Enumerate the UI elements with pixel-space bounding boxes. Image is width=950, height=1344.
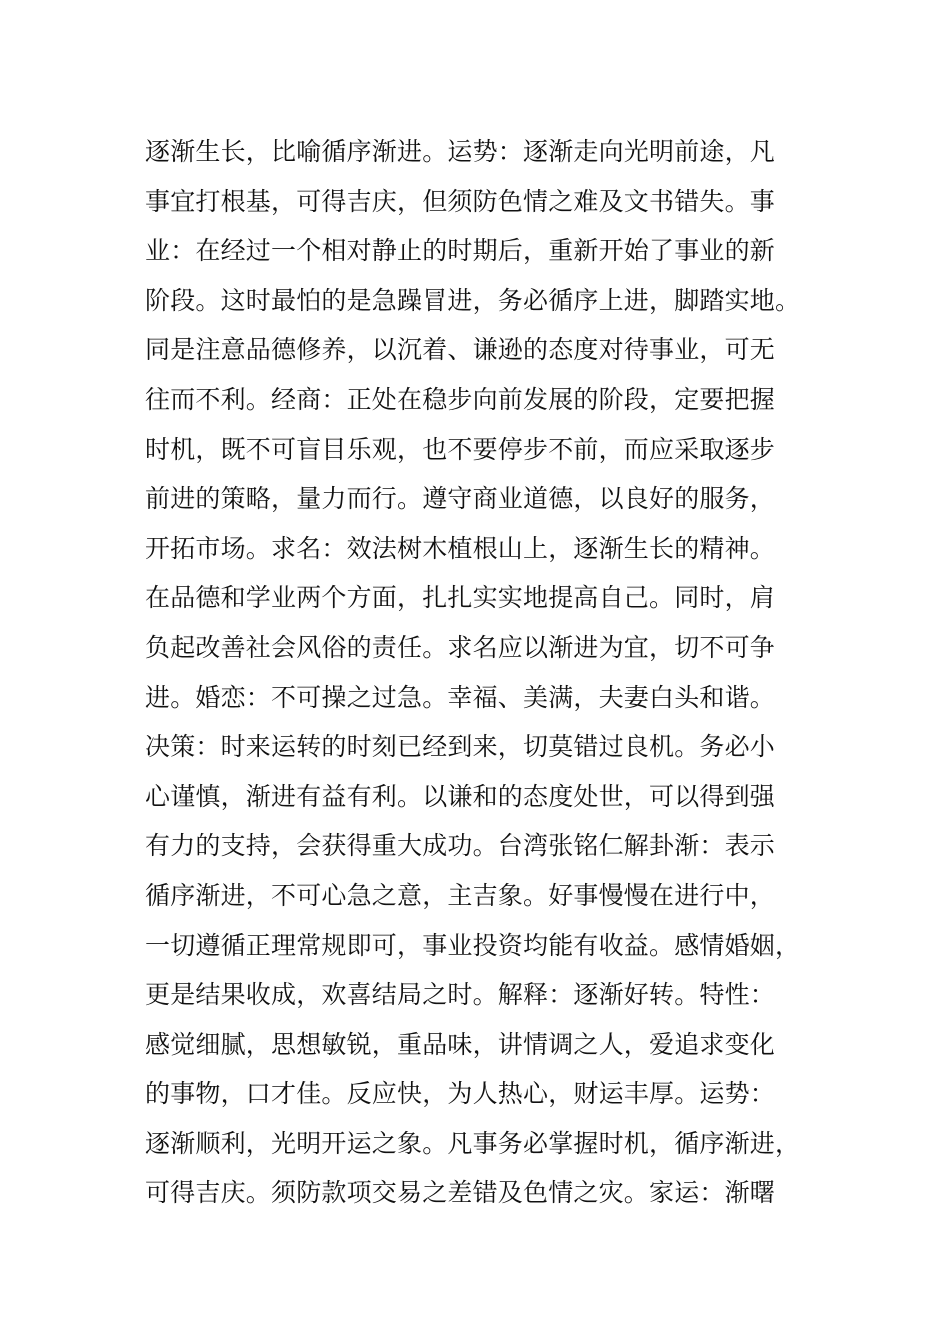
text-line-21: 逐渐顺利，光明开运之象。凡事务必掌握时机，循序渐进，	[145, 1128, 801, 1158]
text-line-5: 同是注意品德修养，以沉着、谦逊的态度对待事业，可无	[145, 335, 776, 365]
text-line-15: 有力的支持，会获得重大成功。台湾张铭仁解卦渐：表示	[145, 831, 776, 861]
text-line-1: 逐渐生长，比喻循序渐进。运势：逐渐走向光明前途，凡	[145, 137, 776, 166]
text-line-17: 一切遵循正理常规即可，事业投资均能有收益。感情婚姻，	[145, 930, 801, 960]
text-line-22: 可得吉庆。须防款项交易之差错及色情之灾。家运：渐曙	[145, 1178, 776, 1208]
text-line-7: 时机，既不可盲目乐观，也不要停步不前，而应采取逐步	[145, 434, 776, 464]
body-text	[145, 127, 805, 1218]
text-line-12: 进。婚恋：不可操之过急。幸福、美满，夫妻白头和谐。	[145, 682, 776, 712]
text-line-14: 心谨慎，渐进有益有利。以谦和的态度处世，可以得到强	[145, 781, 776, 811]
text-line-6: 往而不利。经商：正处在稳步向前发展的阶段，定要把握	[145, 384, 776, 414]
text-line-19: 感觉细腻，思想敏锐，重品味，讲情调之人，爱追求变化	[145, 1029, 776, 1059]
text-line-18: 更是结果收成，欢喜结局之时。解释：逐渐好转。特性：	[145, 980, 776, 1010]
text-line-2: 事宜打根基，可得吉庆，但须防色情之难及文书错失。事	[145, 186, 776, 216]
text-line-3: 业：在经过一个相对静止的时期后，重新开始了事业的新	[145, 236, 776, 266]
text-line-9: 开拓市场。求名：效法树木植根山上，逐渐生长的精神。	[145, 533, 776, 563]
text-line-10: 在品德和学业两个方面，扎扎实实地提高自己。同时，肩	[145, 583, 776, 613]
text-line-4: 阶段。这时最怕的是急躁冒进，务必循序上进，脚踏实地。	[145, 285, 801, 315]
text-line-11: 负起改善社会风俗的责任。求名应以渐进为宜，切不可争	[145, 632, 776, 662]
text-line-20: 的事物，口才佳。反应快，为人热心，财运丰厚。运势：	[145, 1079, 776, 1109]
text-line-8: 前进的策略，量力而行。遵守商业道德，以良好的服务，	[145, 484, 776, 514]
text-line-16: 循序渐进，不可心急之意，主吉象。好事慢慢在进行中，	[145, 880, 776, 910]
text-line-13: 决策：时来运转的时刻已经到来，切莫错过良机。务必小	[145, 732, 776, 762]
